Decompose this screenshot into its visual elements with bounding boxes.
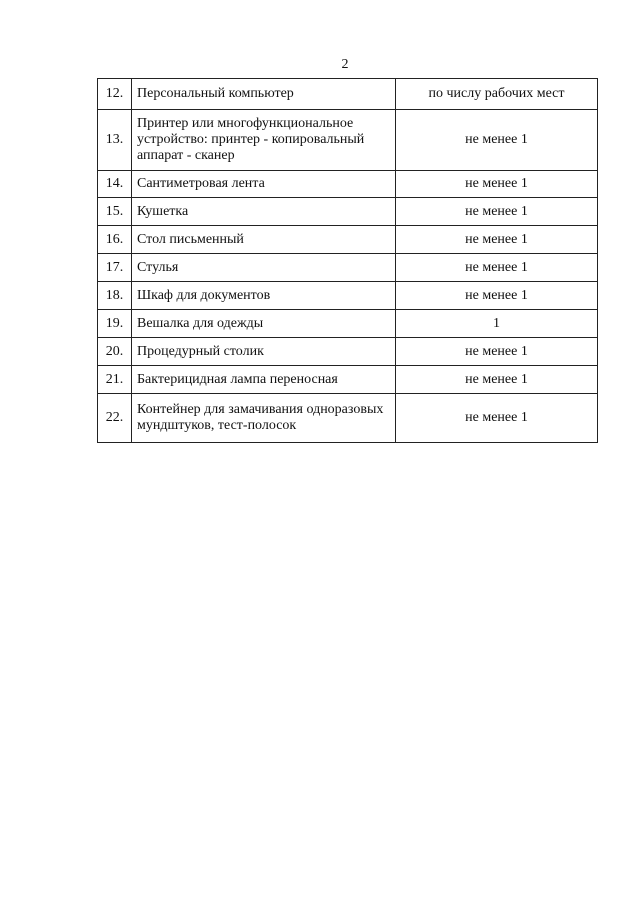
row-number: 20. [98, 338, 132, 366]
table-row [98, 198, 598, 226]
table-row [98, 79, 598, 110]
row-number: 12. [98, 79, 132, 110]
row-number: 22. [98, 394, 132, 443]
table-row [98, 110, 598, 171]
table-row [98, 338, 598, 366]
item-name: Вешалка для одежды [132, 310, 396, 338]
item-quantity: не менее 1 [396, 338, 598, 366]
item-quantity: не менее 1 [396, 198, 598, 226]
item-quantity: 1 [396, 310, 598, 338]
equipment-table [97, 78, 598, 443]
item-quantity: не менее 1 [396, 394, 598, 443]
item-name: Принтер или многофункциональное устройство: принтер - копировальный аппарат - сканер [132, 110, 396, 171]
row-number: 18. [98, 282, 132, 310]
item-quantity: по числу рабочих мест [396, 79, 598, 110]
table-row [98, 282, 598, 310]
item-quantity: не менее 1 [396, 366, 598, 394]
item-quantity: не менее 1 [396, 254, 598, 282]
table-row [98, 310, 598, 338]
item-quantity: не менее 1 [396, 226, 598, 254]
item-name: Сантиметровая лента [132, 171, 396, 198]
item-name: Бактерицидная лампа переносная [132, 366, 396, 394]
table-row [98, 366, 598, 394]
item-quantity: не менее 1 [396, 110, 598, 171]
row-number: 19. [98, 310, 132, 338]
table-row [98, 171, 598, 198]
item-quantity: не менее 1 [396, 282, 598, 310]
row-number: 17. [98, 254, 132, 282]
row-number: 16. [98, 226, 132, 254]
item-name: Персональный компьютер [132, 79, 396, 110]
row-number: 15. [98, 198, 132, 226]
table-row [98, 254, 598, 282]
item-name: Кушетка [132, 198, 396, 226]
page-number: 2 [341, 57, 349, 72]
row-number: 21. [98, 366, 132, 394]
table-row [98, 394, 598, 443]
item-name: Контейнер для замачивания одноразовых мундштуков, тест-полосок [132, 394, 396, 443]
table-row [98, 226, 598, 254]
item-name: Шкаф для документов [132, 282, 396, 310]
row-number: 14. [98, 171, 132, 198]
item-name: Стулья [132, 254, 396, 282]
item-quantity: не менее 1 [396, 171, 598, 198]
item-name: Процедурный столик [132, 338, 396, 366]
row-number: 13. [98, 110, 132, 171]
item-name: Стол письменный [132, 226, 396, 254]
